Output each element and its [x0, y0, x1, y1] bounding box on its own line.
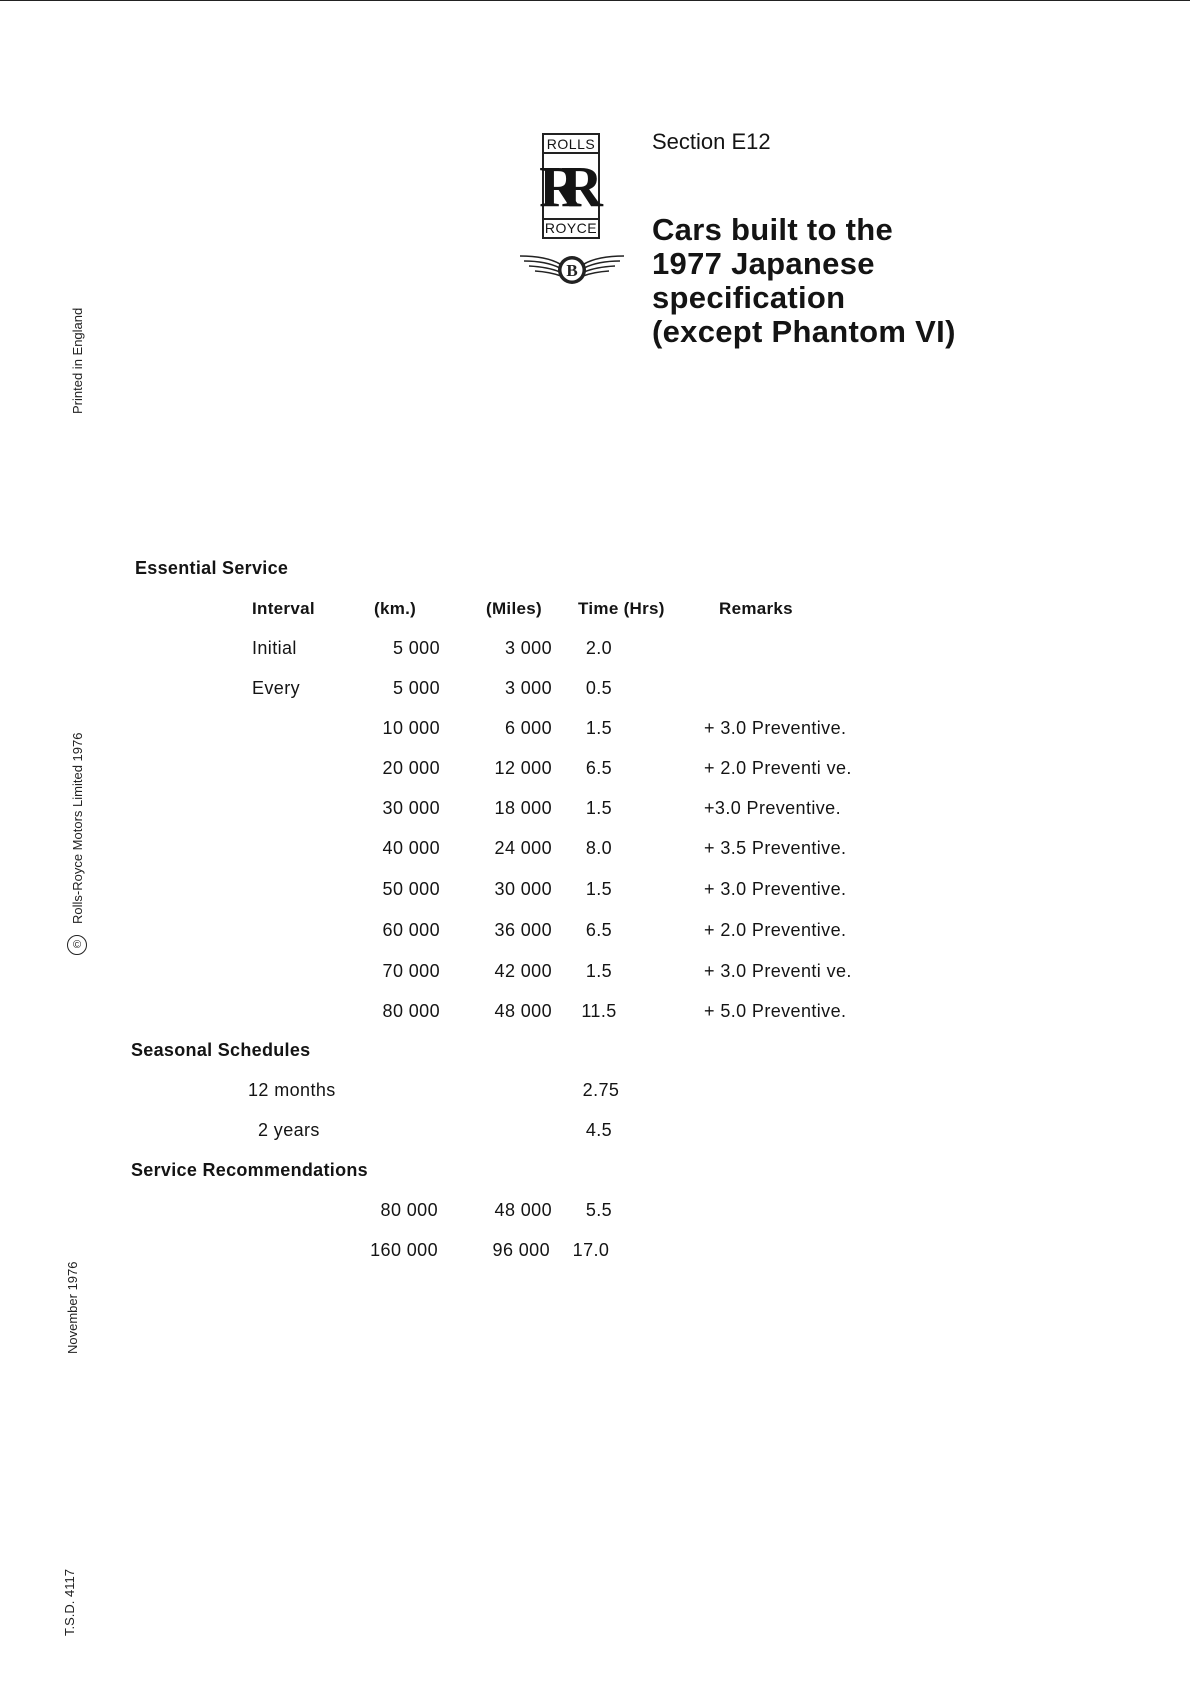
miles-cell: 12 000 [494, 758, 552, 778]
seasonal-label: 12 months [248, 1080, 336, 1100]
remarks-cell: + 3.0 Preventive. [704, 718, 847, 738]
time-cell: 6.5 [585, 758, 613, 778]
rolls-royce-logo [539, 133, 600, 239]
essential-service-heading: Essential Service [135, 558, 289, 578]
remarks-cell: + 3.0 Preventi ve. [704, 961, 852, 981]
bentley-badge-letter: B [566, 261, 578, 280]
miles-cell: 36 000 [494, 920, 552, 940]
copyright-icon: © [67, 935, 87, 955]
remarks-cell: + 2.0 Preventive. [704, 920, 847, 940]
time-cell: 4.5 [585, 1120, 613, 1140]
time-cell: 11.5 [581, 1001, 617, 1021]
remarks-cell: +3.0 Preventive. [704, 798, 841, 818]
seasonal-label: 2 years [258, 1120, 320, 1140]
column-header-time: Time (Hrs) [578, 599, 665, 618]
column-header-km: (km.) [374, 599, 417, 618]
miles-cell: 6 000 [504, 718, 552, 738]
miles-cell: 48 000 [494, 1200, 552, 1220]
miles-cell: 42 000 [494, 961, 552, 981]
service-recommendations-heading: Service Recommendations [131, 1160, 368, 1180]
km-cell: 70 000 [382, 961, 440, 981]
column-header-interval: Interval [252, 599, 315, 618]
time-cell: 2.75 [582, 1080, 620, 1100]
time-cell: 1.5 [585, 879, 613, 899]
km-cell: 30 000 [382, 798, 440, 818]
document-code-label: T.S.D. 4117 [62, 1569, 77, 1636]
title-line-1: Cars built to the [652, 212, 894, 247]
time-cell: 0.5 [585, 678, 613, 698]
miles-cell: 30 000 [494, 879, 552, 899]
remarks-cell: + 3.0 Preventive. [704, 879, 847, 899]
section-label: Section E12 [652, 129, 771, 154]
km-cell: 80 000 [380, 1200, 438, 1220]
remarks-cell: + 5.0 Preventive. [704, 1001, 847, 1021]
time-cell: 1.5 [585, 718, 613, 738]
title-line-4: (except Phantom VI) [652, 314, 956, 349]
printed-in-england-label: Printed in England [70, 307, 85, 414]
interval-cell: Initial [252, 638, 297, 658]
remarks-cell: + 3.5 Preventive. [704, 838, 847, 858]
top-border-line [0, 0, 1190, 1]
time-cell: 8.0 [585, 838, 613, 858]
seasonal-schedules-heading: Seasonal Schedules [131, 1040, 311, 1060]
time-cell: 6.5 [585, 920, 613, 940]
miles-cell: 24 000 [494, 838, 552, 858]
title-line-2: 1977 Japanese [652, 246, 875, 281]
km-cell: 20 000 [382, 758, 440, 778]
date-label: November 1976 [65, 1261, 80, 1354]
remarks-cell: + 2.0 Preventi ve. [704, 758, 852, 778]
time-cell: 1.5 [585, 798, 613, 818]
km-cell: 10 000 [382, 718, 440, 738]
miles-cell: 3 000 [504, 678, 552, 698]
logo-top-word: ROLLS [544, 136, 598, 154]
time-cell: 5.5 [585, 1200, 613, 1220]
time-cell: 2.0 [585, 638, 613, 658]
time-cell: 17.0 [572, 1240, 610, 1260]
km-cell: 40 000 [382, 838, 440, 858]
miles-cell: 48 000 [494, 1001, 552, 1021]
logo-monogram: RR [539, 154, 583, 219]
bentley-winged-b-icon [516, 250, 628, 290]
copyright-label: Rolls-Royce Motors Limited 1976 [70, 732, 85, 924]
km-cell: 60 000 [382, 920, 440, 940]
title-line-3: specification [652, 280, 846, 315]
interval-cell: Every [252, 678, 301, 698]
km-cell: 5 000 [392, 678, 440, 698]
km-cell: 5 000 [392, 638, 440, 658]
column-header-miles: (Miles) [486, 599, 542, 618]
time-cell: 1.5 [585, 961, 613, 981]
km-cell: 80 000 [382, 1001, 440, 1021]
km-cell: 50 000 [382, 879, 440, 899]
miles-cell: 3 000 [504, 638, 552, 658]
miles-cell: 18 000 [494, 798, 552, 818]
miles-cell: 96 000 [492, 1240, 550, 1260]
km-cell: 160 000 [370, 1240, 438, 1260]
column-header-remarks: Remarks [719, 599, 793, 618]
logo-bottom-word: ROYCE [544, 220, 598, 236]
